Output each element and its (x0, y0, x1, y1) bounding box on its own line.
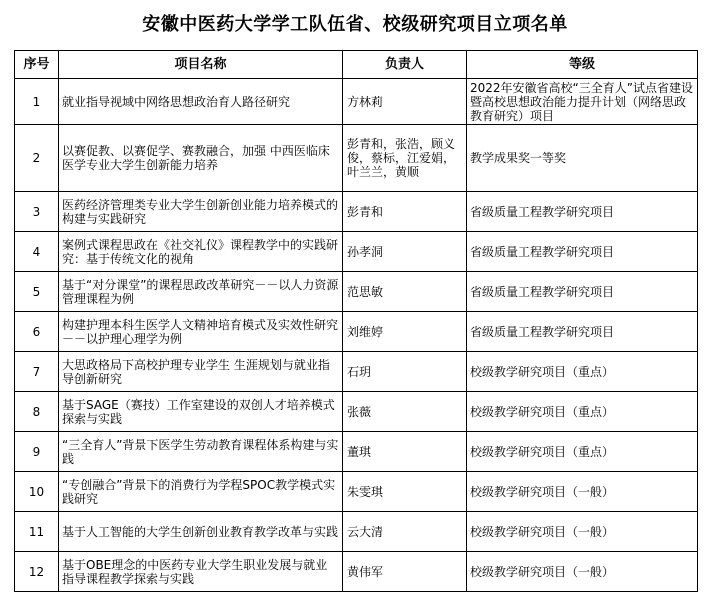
row-level: 校级教学研究项目（一般） (467, 512, 698, 552)
header-level: 等级 (467, 51, 698, 79)
row-name: 基于“对分课堂”的课程思政改革研究－－以人力资源管理课程为例 (59, 272, 343, 312)
row-level: 省级质量工程教学研究项目 (467, 232, 698, 272)
table-row (15, 312, 698, 352)
row-lead: 方林莉 (343, 79, 467, 125)
table-row (15, 472, 698, 512)
row-lead: 董琪 (343, 432, 467, 472)
row-lead: 张薇 (343, 392, 467, 432)
page-title: 安徽中医药大学学工队伍省、校级研究项目立项名单 (142, 14, 568, 35)
row-lead: 范思敏 (343, 272, 467, 312)
table-row (15, 392, 698, 432)
row-name: 基于人工智能的大学生创新创业教育教学改革与实践 (59, 512, 343, 552)
row-lead: 黄伟军 (343, 552, 467, 592)
table-row (15, 232, 698, 272)
row-level: 省级质量工程教学研究项目 (467, 272, 698, 312)
row-no: 10 (15, 472, 59, 512)
row-level: 省级质量工程教学研究项目 (467, 312, 698, 352)
row-name: 医药经济管理类专业大学生创新创业能力培养模式的构建与实践研究 (59, 192, 343, 232)
header-lead: 负责人 (343, 51, 467, 79)
row-no: 3 (15, 192, 59, 232)
table-row (15, 272, 698, 312)
row-no: 4 (15, 232, 59, 272)
row-name: “三全育人”背景下医学生劳动教育课程体系构建与实践 (59, 432, 343, 472)
row-level: 2022年安徽省高校“三全育人”试点省建设暨高校思想政治能力提升计划（网络思政教育研究）项目 (467, 79, 698, 125)
row-lead: 刘维婷 (343, 312, 467, 352)
row-no: 11 (15, 512, 59, 552)
header-name: 项目名称 (59, 51, 343, 79)
row-name: 基于SAGE（赛技）工作室建设的双创人才培养模式探索与实践 (59, 392, 343, 432)
row-lead: 石玥 (343, 352, 467, 392)
row-name: 基于OBE理念的中医药专业大学生职业发展与就业指导课程教学探索与实践 (59, 552, 343, 592)
row-level: 校级教学研究项目（重点） (467, 432, 698, 472)
row-name: 以赛促教、以赛促学、赛教融合，加强 中西医临床医学专业大学生创新能力培养 (59, 125, 343, 192)
table-row (15, 125, 698, 192)
row-name: 构建护理本科生医学人文精神培育模式及实效性研究－－以护理心理学为例 (59, 312, 343, 352)
project-table (14, 50, 698, 592)
table-row (15, 512, 698, 552)
row-level: 校级教学研究项目（一般） (467, 552, 698, 592)
row-level: 校级教学研究项目（重点） (467, 392, 698, 432)
row-name: 大思政格局下高校护理专业学生 生涯规划与就业指导创新研究 (59, 352, 343, 392)
header-no: 序号 (15, 51, 59, 79)
table-header-row (15, 51, 698, 79)
row-name: “专创融合”背景下的消费行为学程SPOC教学模式实践研究 (59, 472, 343, 512)
row-level: 省级质量工程教学研究项目 (467, 192, 698, 232)
row-no: 12 (15, 552, 59, 592)
row-name: 就业指导视域中网络思想政治育人路径研究 (59, 79, 343, 125)
row-lead: 朱雯琪 (343, 472, 467, 512)
row-no: 8 (15, 392, 59, 432)
table-row (15, 432, 698, 472)
row-level: 校级教学研究项目（一般） (467, 472, 698, 512)
row-name: 案例式课程思政在《社交礼仪》课程教学中的实践研究：基于传统文化的视角 (59, 232, 343, 272)
row-no: 5 (15, 272, 59, 312)
row-lead: 彭青和，张浩，顾义俊，蔡标，江爱娟，叶兰兰，黄顺 (343, 125, 467, 192)
row-lead: 孙孝洞 (343, 232, 467, 272)
row-level: 教学成果奖一等奖 (467, 125, 698, 192)
row-lead: 云大清 (343, 512, 467, 552)
table-row (15, 352, 698, 392)
row-no: 9 (15, 432, 59, 472)
row-no: 2 (15, 125, 59, 192)
row-level: 校级教学研究项目（重点） (467, 352, 698, 392)
table-row (15, 192, 698, 232)
table-row (15, 552, 698, 592)
row-lead: 彭青和 (343, 192, 467, 232)
row-no: 1 (15, 79, 59, 125)
row-no: 7 (15, 352, 59, 392)
row-no: 6 (15, 312, 59, 352)
table-row (15, 79, 698, 125)
